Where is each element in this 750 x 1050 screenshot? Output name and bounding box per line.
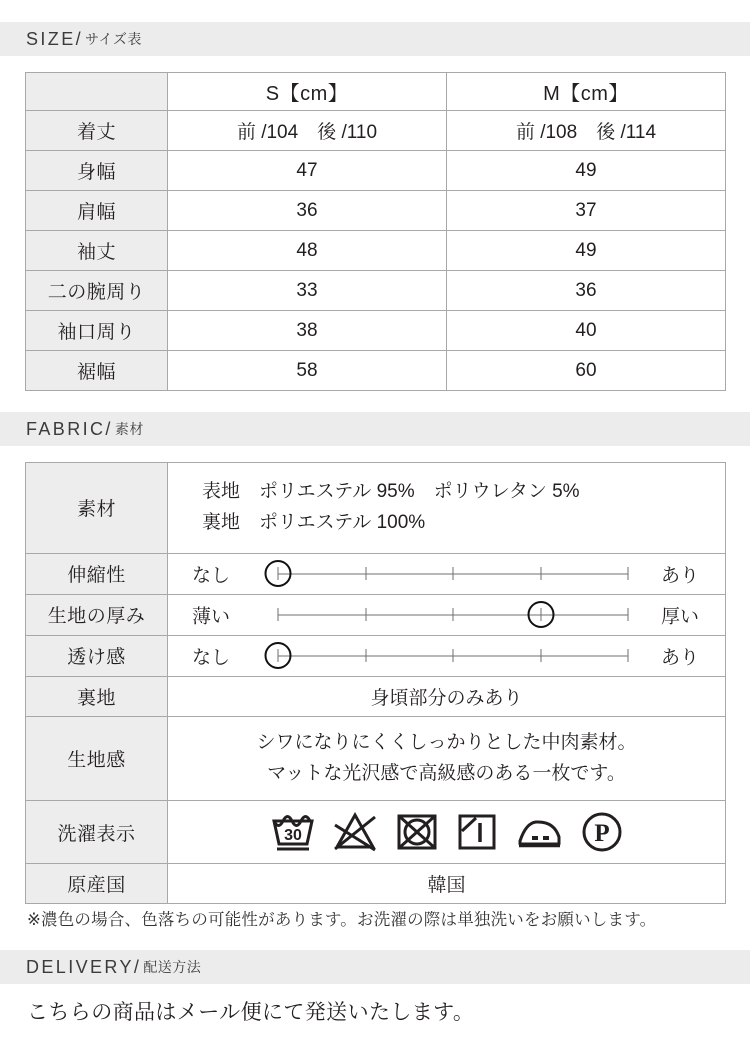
drip-dry-shade-icon xyxy=(456,811,498,853)
size-row-value-s: 33 xyxy=(168,271,447,311)
fabric-thickness-value xyxy=(168,594,726,635)
material-line-face: 表地 ポリエステル 95% ポリウレタン 5% xyxy=(202,481,580,502)
table-row xyxy=(26,864,726,904)
sheerness-scale-left-label: なし xyxy=(192,647,231,669)
table-row xyxy=(26,271,726,311)
scale-tick xyxy=(365,608,366,621)
wash-30-mild-icon xyxy=(270,811,316,853)
size-table-header-row xyxy=(26,73,726,111)
iron-medium-icon xyxy=(514,811,564,853)
scale-tick xyxy=(278,608,279,621)
stretch-scale-right-label: あり xyxy=(660,565,699,587)
size-row-value-m: 36 xyxy=(447,271,726,311)
fabric-stretch-label: 伸縮性 xyxy=(26,553,168,594)
svg-text:P: P xyxy=(593,820,610,848)
fabric-thickness-label: 生地の厚み xyxy=(26,594,168,635)
fabric-table xyxy=(25,462,726,904)
size-row-value-s: 36 xyxy=(168,191,447,231)
fabric-section-banner xyxy=(0,412,750,446)
no-bleach-icon xyxy=(332,811,378,853)
size-section-banner xyxy=(0,22,750,56)
table-row xyxy=(26,801,726,864)
table-row xyxy=(26,553,726,594)
scale-tick xyxy=(540,567,541,580)
fabric-lining-label: 裏地 xyxy=(26,676,168,716)
size-row-value-s: 38 xyxy=(168,311,447,351)
scale-tick xyxy=(628,567,629,580)
size-row-label: 袖丈 xyxy=(26,231,168,271)
thickness-scale xyxy=(168,595,725,635)
size-row-value-m: 前 /108 後 /114 xyxy=(447,111,726,151)
fabric-sheerness-label: 透け感 xyxy=(26,635,168,676)
scale-tick xyxy=(365,649,366,662)
fabric-material-value xyxy=(168,463,726,554)
table-row xyxy=(26,351,726,391)
thickness-scale-left-label: 薄い xyxy=(192,606,231,628)
stretch-scale-track xyxy=(278,573,628,574)
feel-line-2: マットな光沢感で高級感のある一枚です。 xyxy=(267,763,626,785)
origin-value: 韓国 xyxy=(168,864,726,904)
table-row xyxy=(26,231,726,271)
origin-label: 原産国 xyxy=(26,864,168,904)
feel-line-1: シワになりにくくしっかりとした中肉素材。 xyxy=(256,731,637,753)
table-row xyxy=(26,635,726,676)
thickness-scale-right-label: 厚い xyxy=(660,606,699,628)
size-section-title-en: SIZE/ xyxy=(26,28,84,49)
fabric-section-title-jp: 素材 xyxy=(114,421,144,437)
delivery-section-title-jp: 配送方法 xyxy=(143,959,202,975)
size-row-value-m: 60 xyxy=(447,351,726,391)
table-row xyxy=(26,716,726,801)
table-row xyxy=(26,191,726,231)
table-row xyxy=(26,111,726,151)
table-row xyxy=(26,311,726,351)
size-row-value-m: 49 xyxy=(447,151,726,191)
table-row xyxy=(26,594,726,635)
size-section-title-jp: サイズ表 xyxy=(85,31,142,47)
scale-tick xyxy=(365,567,366,580)
stretch-scale-left-label: なし xyxy=(192,565,231,587)
size-row-value-m: 37 xyxy=(447,191,726,231)
scale-position-marker xyxy=(265,560,292,587)
size-row-value-m: 40 xyxy=(447,311,726,351)
table-row xyxy=(26,676,726,716)
table-row xyxy=(26,463,726,554)
material-line-lining: 裏地 ポリエステル 100% xyxy=(202,511,426,533)
scale-tick xyxy=(628,649,629,662)
size-row-value-s: 47 xyxy=(168,151,447,191)
scale-tick xyxy=(453,567,454,580)
fabric-feel-value xyxy=(168,716,726,801)
fabric-stretch-value xyxy=(168,553,726,594)
thickness-scale-track xyxy=(278,614,628,615)
fabric-lining-value: 身頃部分のみあり xyxy=(168,676,726,716)
fabric-feel-label: 生地感 xyxy=(26,716,168,801)
size-table-col-s: S【cm】 xyxy=(168,73,447,111)
table-row xyxy=(26,151,726,191)
delivery-section-banner xyxy=(0,950,750,984)
dryclean-p-icon xyxy=(580,810,624,854)
scale-position-marker xyxy=(527,601,554,628)
scale-tick xyxy=(628,608,629,621)
care-symbol-list xyxy=(168,810,725,854)
sheerness-scale-track xyxy=(278,655,628,656)
color-bleed-note: ※濃色の場合、色落ちの可能性があります。お洗濯の際は単独洗いをお願いします。 xyxy=(27,911,657,929)
stretch-scale xyxy=(168,554,725,594)
scale-tick xyxy=(453,649,454,662)
care-label: 洗濯表示 xyxy=(26,801,168,864)
scale-tick xyxy=(540,649,541,662)
size-row-value-s: 58 xyxy=(168,351,447,391)
size-table-corner-cell xyxy=(26,73,168,111)
size-row-label: 裾幅 xyxy=(26,351,168,391)
fabric-sheerness-value xyxy=(168,635,726,676)
delivery-section-title-en: DELIVERY/ xyxy=(26,956,142,977)
care-symbols-value xyxy=(168,801,726,864)
sheerness-scale-right-label: あり xyxy=(660,647,699,669)
size-row-value-m: 49 xyxy=(447,231,726,271)
svg-text:30: 30 xyxy=(283,827,302,845)
size-row-value-s: 48 xyxy=(168,231,447,271)
size-row-value-s: 前 /104 後 /110 xyxy=(168,111,447,151)
fabric-material-label: 素材 xyxy=(26,463,168,554)
delivery-method-text: こちらの商品はメール便にて発送いたします。 xyxy=(27,1001,475,1024)
size-row-label: 袖口周り xyxy=(26,311,168,351)
size-table-col-m: M【cm】 xyxy=(447,73,726,111)
fabric-section-title-en: FABRIC/ xyxy=(26,418,113,439)
size-table xyxy=(25,72,726,391)
no-tumble-dry-icon xyxy=(394,811,440,853)
size-row-label: 二の腕周り xyxy=(26,271,168,311)
sheerness-scale xyxy=(168,636,725,676)
size-row-label: 身幅 xyxy=(26,151,168,191)
size-row-label: 肩幅 xyxy=(26,191,168,231)
size-row-label: 着丈 xyxy=(26,111,168,151)
scale-position-marker xyxy=(265,642,292,669)
scale-tick xyxy=(453,608,454,621)
